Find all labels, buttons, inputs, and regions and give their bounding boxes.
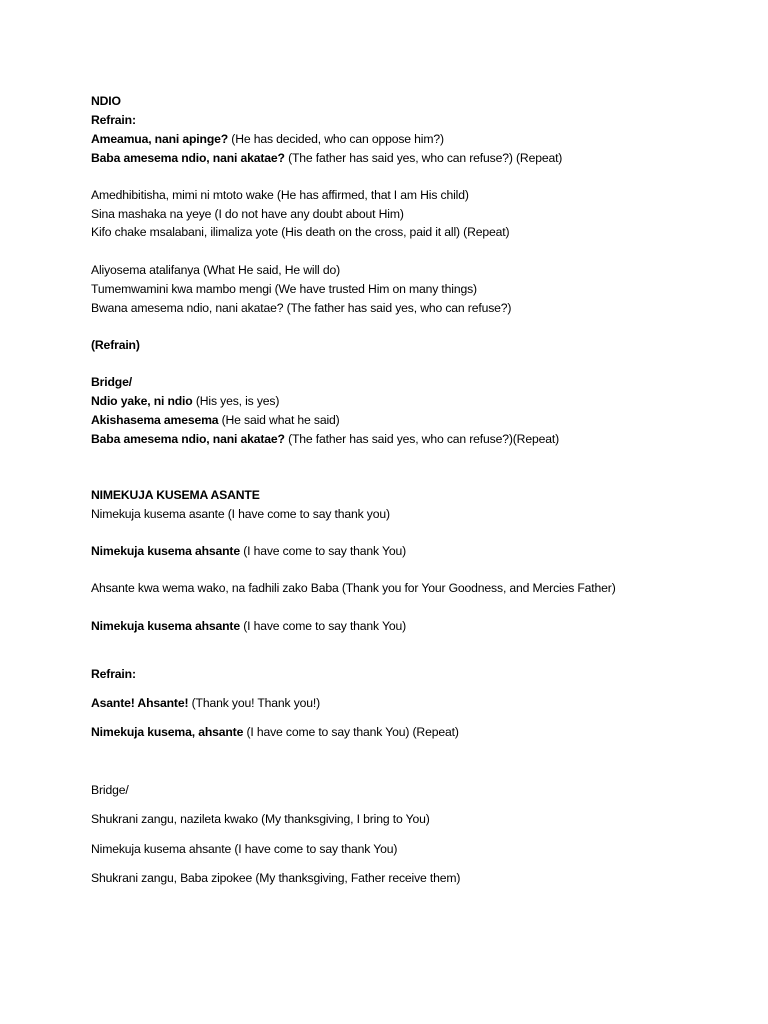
song2-line: Nimekuja kusema ahsante (I have come to say thank You): [91, 544, 407, 558]
song2-bridge-line: Shukrani zangu, Baba zipokee (My thanksgiving, Father receive them): [91, 871, 461, 885]
song1-bridge-line: Akishasema amesema (He said what he said): [91, 413, 340, 427]
song2-refrain-line: Asante! Ahsante! (Thank you! Thank you!): [91, 696, 321, 710]
song1-verse1-line: Kifo chake msalabani, ilimaliza yote (His death on the cross, paid it all) (Repeat): [91, 225, 510, 239]
song1-bridge-label: Bridge/: [91, 375, 132, 389]
song2-line: Nimekuja kusema asante (I have come to say thank you): [91, 507, 390, 521]
song1-refrain-repeat: (Refrain): [91, 338, 140, 352]
song1-verse2-line: Bwana amesema ndio, nani akatae? (The father has said yes, who can refuse?): [91, 301, 512, 315]
song2-bridge-line: Shukrani zangu, nazileta kwako (My thanksgiving, I bring to You): [91, 812, 430, 826]
song1-verse2-line: Aliyosema atalifanya (What He said, He will do): [91, 263, 340, 277]
song2-line: Nimekuja kusema ahsante (I have come to say thank You): [91, 619, 407, 633]
song1-title: NDIO: [91, 94, 121, 108]
song2-line: Ahsante kwa wema wako, na fadhili zako Baba (Thank you for Your Goodness, and Mercies Father): [91, 581, 616, 595]
song2-bridge-line: Nimekuja kusema ahsante (I have come to say thank You): [91, 842, 398, 856]
song1-refrain-line: Ameamua, nani apinge? (He has decided, who can oppose him?): [91, 132, 444, 146]
song1-bridge-line: Ndio yake, ni ndio (His yes, is yes): [91, 394, 280, 408]
song1-verse1-line: Amedhibitisha, mimi ni mtoto wake (He has affirmed, that I am His child): [91, 188, 469, 202]
song1-refrain-line: Baba amesema ndio, nani akatae? (The father has said yes, who can refuse?) (Repeat): [91, 151, 563, 165]
song1-refrain-label: Refrain:: [91, 113, 136, 127]
song2-refrain-label: Refrain:: [91, 667, 136, 681]
song2-bridge-label: Bridge/: [91, 783, 129, 797]
song2-title: NIMEKUJA KUSEMA ASANTE: [91, 488, 260, 502]
song1-bridge-line: Baba amesema ndio, nani akatae? (The father has said yes, who can refuse?)(Repeat): [91, 432, 559, 446]
song1-verse1-line: Sina mashaka na yeye (I do not have any doubt about Him): [91, 207, 404, 221]
song1-verse2-line: Tumemwamini kwa mambo mengi (We have trusted Him on many things): [91, 282, 477, 296]
song2-refrain-line: Nimekuja kusema, ahsante (I have come to say thank You) (Repeat): [91, 725, 459, 739]
document-page: [91, 0, 751, 1024]
